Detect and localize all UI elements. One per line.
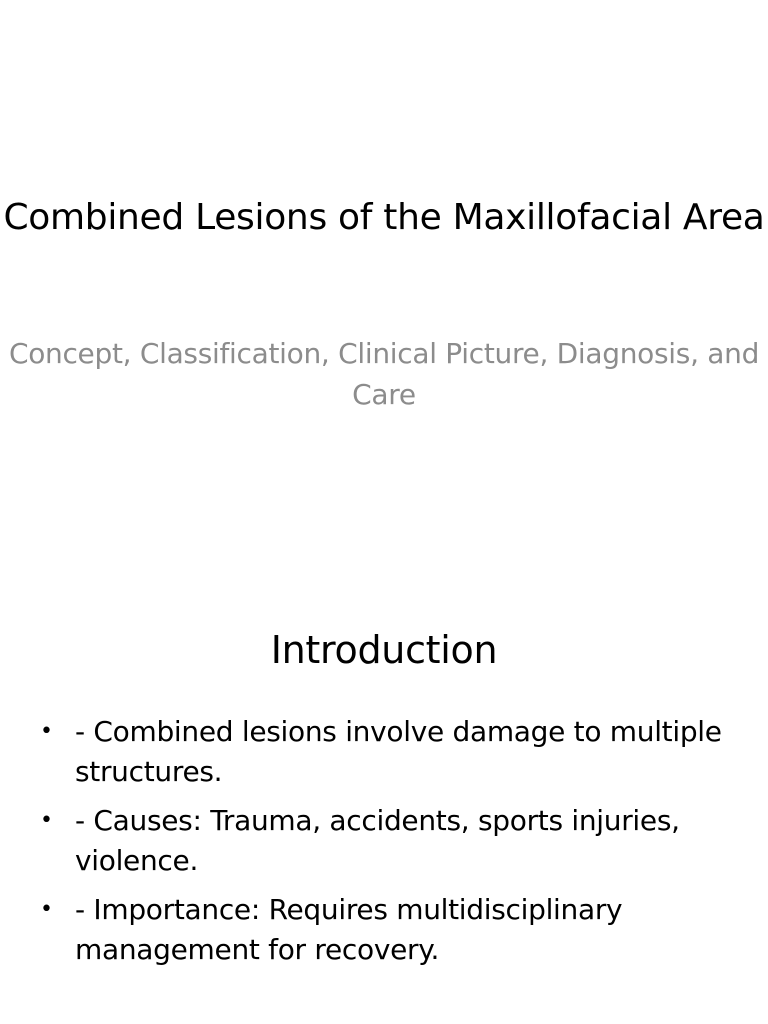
introduction-slide <box>0 576 768 1024</box>
bullet-text: - Combined lesions involve damage to multiple structures. <box>75 715 722 788</box>
bullet-item <box>40 801 740 881</box>
bullet-text: - Causes: Trauma, accidents, sports injuries, violence. <box>75 804 680 877</box>
bullet-icon: • <box>40 719 53 744</box>
bullet-icon: • <box>40 808 53 833</box>
slide-title: Combined Lesions of the Maxillofacial Area <box>3 197 765 238</box>
slide-subtitle: Concept, Classification, Clinical Picture, Diagnosis, and Care <box>8 337 760 411</box>
bullet-item <box>40 890 740 970</box>
section-title: Introduction <box>270 628 498 672</box>
bullet-item <box>40 712 740 792</box>
bullet-text: - Importance: Requires multidisciplinary management for recovery. <box>75 893 623 966</box>
bullet-list <box>40 712 740 979</box>
bullet-icon: • <box>40 897 53 922</box>
